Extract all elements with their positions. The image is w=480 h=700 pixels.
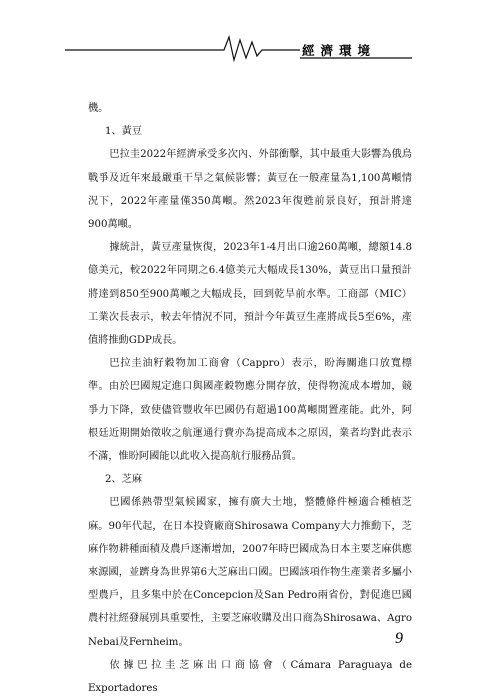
paragraph: 依據巴拉圭芝麻出口商協會（Cámara Paraguaya de Exportadores: [88, 659, 412, 695]
page-header: [0, 0, 480, 70]
section-title: 經濟環境: [302, 43, 377, 58]
paragraph: 巴拉圭2022年經濟承受多次內、外部衝擊，其中最重大影響為俄烏戰爭及近年來最嚴重干旱之氣候影響；黃豆在一般產量為1,100萬噸情況下，2022年產量僅350萬噸。然2023年復甦前景良好，預計將達900萬噸。: [88, 149, 412, 231]
paragraph: 巴國係熱帶型氣候國家，擁有廣大土地，整體條件極適合種植芝麻。90年代起，在日本投資廠商Shirosawa Company大力推動下，芝麻作物耕種面積及農戶逐漸增加，2007年時巴國成為日本主要芝麻供應來源國，並躋身為世界第6大芝麻出口國。巴國該項作物生產業者多屬小型農戶，且多集中於在Concepcion及San Pedro兩省份，對促進巴國農村社經發展別具重要性，主要芝麻收購及出口商為Shirosawa、Agro Nebai及Fernheim。: [88, 497, 412, 648]
page-body: [88, 97, 412, 700]
header-pulse-rule: [0, 0, 480, 70]
section-heading-sesame: 2、芝麻: [105, 474, 143, 486]
paragraph: 據統計，黃豆產量恢復，2023年1-4月出口逾260萬噸，總額14.8億美元，較2022年同期之6.4億美元大幅成長130%，黃豆出口量預計將達到850至900萬噸之大幅成長，回到乾旱前水準。工商部（MIC）工業次長表示，較去年情況不同，預計今年黃豆生產將成長5至6%，產值將推動GDP成長。: [88, 242, 412, 347]
lead-fragment: 機。: [88, 103, 109, 114]
paragraph: 巴拉圭油籽穀物加工商會（Cappro）表示，盼海關進口放寬標準。由於巴國規定進口與國產穀物應分開存放，使得物流成本增加，競爭力下降，致使儘管豐收年巴國仍有超過100萬噸閒置產能。此外，阿根廷近期開始徵收之航運通行費亦為提高成本之原因，業者均對此表示不滿，惟盼阿國能以此收入提高航行服務品質。: [88, 358, 412, 463]
page-number: 9: [395, 630, 403, 647]
section-heading-soybean: 1、黃豆: [105, 126, 143, 138]
